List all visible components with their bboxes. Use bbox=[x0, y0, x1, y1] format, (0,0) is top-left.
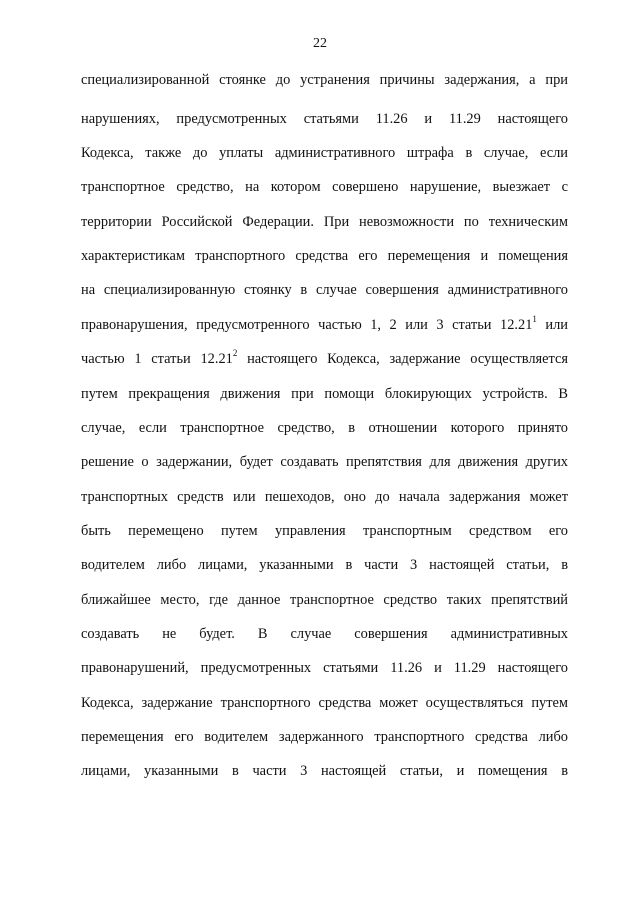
text-line bbox=[81, 349, 568, 369]
text-line: специализированной стоянке до устранения причины задержания, а при bbox=[81, 72, 568, 88]
text-line: случае, если транспортное средство, в отношении которого принято bbox=[81, 420, 568, 436]
text-line: транспортное средство, на котором совершено нарушение, выезжает с bbox=[81, 179, 568, 195]
text-line: водителем либо лицами, указанными в части 3 настоящей статьи, в bbox=[81, 557, 568, 573]
text-line: транспортных средств или пешеходов, оно до начала задержания может bbox=[81, 489, 568, 505]
text-line: на специализированную стоянку в случае совершения административного bbox=[81, 282, 568, 298]
text-line: Кодекса, также до уплаты административного штрафа в случае, если bbox=[81, 145, 568, 161]
text-segment: частью 1 статьи 12.21 bbox=[81, 351, 233, 367]
text-segment: правонарушения, предусмотренного частью 1, 2 или 3 статьи 12.21 bbox=[81, 317, 533, 333]
text-line: решение о задержании, будет создавать препятствия для движения других bbox=[81, 454, 568, 470]
text-line: перемещения его водителем задержанного транспортного средства либо bbox=[81, 729, 568, 745]
text-line: путем прекращения движения при помощи блокирующих устройств. В bbox=[81, 386, 568, 402]
text-line: ближайшее место, где данное транспортное средство таких препятствий bbox=[81, 592, 568, 608]
superscript: 2 bbox=[232, 348, 238, 359]
text-line: лицами, указанными в части 3 настоящей статьи, и помещения в bbox=[81, 763, 568, 779]
text-line: правонарушений, предусмотренных статьями 11.26 и 11.29 настоящего bbox=[81, 660, 568, 676]
text-line: Кодекса, задержание транспортного средства может осуществляться путем bbox=[81, 695, 568, 711]
text-segment: или bbox=[536, 317, 568, 333]
page-number: 22 bbox=[313, 36, 327, 51]
text-line: быть перемещено путем управления транспортным средством его bbox=[81, 523, 568, 539]
text-line: характеристикам транспортного средства его перемещения и помещения bbox=[81, 248, 568, 264]
text-segment: настоящего Кодекса, задержание осуществляется bbox=[237, 351, 568, 367]
text-line: нарушениях, предусмотренных статьями 11.26 и 11.29 настоящего bbox=[81, 111, 568, 127]
text-line bbox=[81, 315, 568, 335]
text-line: создавать не будет. В случае совершения административных bbox=[81, 626, 568, 642]
text-line: территории Российской Федерации. При невозможности по техническим bbox=[81, 214, 568, 230]
superscript: 1 bbox=[532, 314, 537, 325]
